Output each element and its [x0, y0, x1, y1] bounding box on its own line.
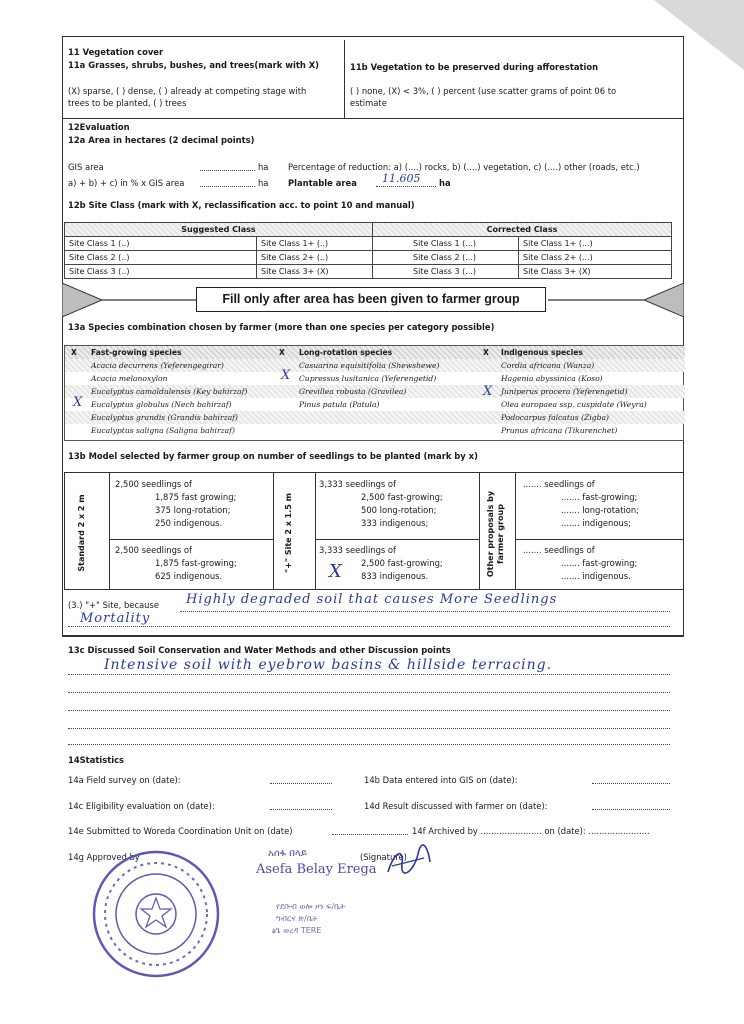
- col-x: X: [483, 348, 489, 357]
- because-label: (3.) "+" Site, because: [68, 600, 160, 610]
- long-rotation-mark: X: [281, 368, 291, 383]
- fast-growing-mark: X: [73, 395, 83, 410]
- species-row: [65, 368, 685, 385]
- species-table: [64, 345, 684, 441]
- stat-14f: 14f Archived by ....................... on (date): .......................: [412, 826, 650, 836]
- stat-14a-field[interactable]: [270, 783, 332, 784]
- s13c-title: 13c Discussed Soil Conservation and Water Methods and other Discussion points: [68, 645, 451, 655]
- stat-14d-field[interactable]: [592, 809, 670, 810]
- standard-label: Standard 2 x 2 m: [77, 494, 86, 572]
- long-rotation-header: Long-rotation species: [299, 348, 393, 357]
- divider: [515, 539, 683, 540]
- model-line: 1,875 fast growing;: [155, 492, 237, 502]
- plantable-label: Plantable area: [288, 178, 357, 188]
- standard-option-2[interactable]: 2,500 seedlings of: [115, 545, 192, 555]
- official-stamp: [70, 848, 236, 978]
- discussion-line[interactable]: [68, 728, 670, 729]
- species-item[interactable]: Podocarpus falcatus (Zigba): [501, 413, 609, 422]
- rule: [62, 636, 684, 637]
- corrected-class-header: Corrected Class: [373, 223, 672, 237]
- model-line: 2,500 fast-growing;: [361, 558, 443, 568]
- species-row: [65, 385, 685, 398]
- species-item[interactable]: Prunus africana (Tikurenchet): [501, 426, 618, 435]
- s13b-title: 13b Model selected by farmer group on number of seedlings to be planted (mark by x): [68, 451, 478, 461]
- stat-14b-field[interactable]: [592, 783, 670, 784]
- table-row: [65, 265, 672, 279]
- discussion-line[interactable]: [68, 710, 670, 711]
- rule: [62, 118, 684, 119]
- s11-divider: [344, 40, 345, 118]
- species-item[interactable]: Hagenia abyssinica (Koso): [501, 374, 603, 383]
- signature-label: (Signature): [360, 852, 407, 862]
- plantable-field[interactable]: [376, 186, 436, 187]
- discussion-line[interactable]: [68, 692, 670, 693]
- stat-14d: 14d Result discussed with farmer on (date):: [364, 801, 548, 811]
- divider: [515, 473, 516, 589]
- species-item[interactable]: Pinus patula (Patula): [299, 400, 380, 409]
- divider: [315, 473, 316, 589]
- model-line: 625 indigenous.: [155, 571, 223, 581]
- stat-14c-field[interactable]: [270, 809, 332, 810]
- site-class-table: [64, 222, 672, 279]
- model-line: 333 indigenous;: [361, 518, 429, 528]
- stat-14b: 14b Data entered into GIS on (date):: [364, 775, 518, 785]
- divider: [273, 473, 274, 589]
- plus-site-option-1[interactable]: 3,333 seedlings of: [319, 479, 396, 489]
- stat-14e-field[interactable]: [332, 834, 408, 835]
- cell[interactable]: Site Class 3+ (X): [519, 265, 672, 279]
- formula-unit: ha: [258, 178, 269, 188]
- s11b-options: ( ) none, (X) < 3%, ( ) percent (use scatter grams of point 06 to: [350, 86, 617, 96]
- col-x: X: [279, 348, 285, 357]
- table-row: [65, 237, 672, 251]
- s13c-handwriting: Intensive soil with eyebrow basins & hillside terracing.: [104, 657, 553, 673]
- stat-14a: 14a Field survey on (date):: [68, 775, 181, 785]
- fast-growing-header: Fast-growing species: [91, 348, 182, 357]
- stamp-text-3: ፅጌ ወረዳ TERE: [272, 926, 322, 935]
- divider: [479, 473, 480, 589]
- other-proposals-label: Other proposals by farmer group: [486, 490, 505, 578]
- discussion-line[interactable]: [68, 744, 670, 745]
- species-item[interactable]: Olea europaea ssp. cuspidate (Weyra): [501, 400, 647, 409]
- s11b-options-cont: estimate: [350, 98, 387, 108]
- model-line: ....... long-rotation;: [561, 505, 640, 515]
- model-line: ....... indigenous;: [561, 518, 631, 528]
- indigenous-header: Indigenous species: [501, 348, 583, 357]
- stamp-text-1: የደቡብ ወሎ ዞን ፍ/ቤት: [276, 902, 346, 911]
- model-line: 250 indigenous.: [155, 518, 223, 528]
- cell[interactable]: Site Class 1+ (..): [257, 237, 373, 251]
- s12-title: 12Evaluation: [68, 122, 130, 132]
- plus-site-option-2[interactable]: 3,333 seedlings of: [319, 545, 396, 555]
- plus-site-label: "+" Site 2 x 1.5 m: [284, 493, 293, 573]
- species-item[interactable]: Acacia melanoxylon: [91, 374, 168, 383]
- cell[interactable]: Site Class 3+ (X): [257, 265, 373, 279]
- s11-title: 11 Vegetation cover: [68, 47, 164, 57]
- signature-scribble: [384, 842, 434, 882]
- stat-14c: 14c Eligibility evaluation on (date):: [68, 801, 215, 811]
- divider: [109, 539, 273, 540]
- species-item[interactable]: Casuarina equisitifolia (Shewshewe): [299, 361, 440, 370]
- plus-site-mark: X: [329, 561, 342, 582]
- species-row: [65, 359, 685, 372]
- cell[interactable]: Site Class 2 (...): [373, 251, 519, 265]
- table-row: [65, 251, 672, 265]
- gis-area-field[interactable]: [200, 170, 255, 171]
- species-row: [65, 424, 685, 437]
- s11a-title: 11a Grasses, shrubs, bushes, and trees(mark with X): [68, 60, 319, 70]
- discussion-line[interactable]: [68, 674, 670, 675]
- species-item[interactable]: Grevillea robusta (Gravilea): [299, 387, 407, 396]
- indigenous-mark: X: [483, 384, 493, 399]
- species-item[interactable]: Cupressus lusitanica (Yeferengetid): [299, 374, 437, 383]
- stat-14g: 14g Approved by: [68, 852, 140, 862]
- cell[interactable]: Site Class 2 (..): [65, 251, 257, 265]
- plantable-value: 11.605: [382, 172, 421, 185]
- model-line: ....... fast-growing;: [561, 558, 638, 568]
- species-item[interactable]: Juniperus procera (Yeferengetid): [501, 387, 628, 396]
- s12a-title: 12a Area in hectares (2 decimal points): [68, 135, 255, 145]
- species-row: [65, 395, 685, 411]
- divider: [315, 539, 479, 540]
- species-item[interactable]: Eucalyptus saligna (Saligna bahirzaf): [91, 426, 235, 435]
- species-item[interactable]: Eucalyptus globulus (Nech bahirzaf): [91, 400, 232, 409]
- model-line: 2,500 fast-growing;: [361, 492, 443, 502]
- formula-field[interactable]: [200, 186, 255, 187]
- other-option-2[interactable]: ....... seedlings of: [523, 545, 595, 555]
- reduction-label: Percentage of reduction: a) (....) rocks, b) (....) vegetation, c) (....) other (roads, etc.): [288, 162, 640, 172]
- because-handwriting-2: Mortality: [80, 611, 151, 626]
- cell[interactable]: Site Class 1 (..): [65, 237, 257, 251]
- other-option-1[interactable]: ....... seedlings of: [523, 479, 595, 489]
- species-item[interactable]: Cordia africana (Wanza): [501, 361, 595, 370]
- model-line: ....... indigenous.: [561, 571, 631, 581]
- model-line: 375 long-rotation;: [155, 505, 231, 515]
- model-line: 500 long-rotation;: [361, 505, 437, 515]
- s14-title: 14Statistics: [68, 755, 125, 765]
- s11b-title: 11b Vegetation to be preserved during afforestation: [350, 62, 599, 72]
- cell[interactable]: Site Class 2+ (..): [257, 251, 373, 265]
- species-item[interactable]: Eucalyptus camaldulensis (Key bahirzaf): [91, 387, 248, 396]
- stat-14e: 14e Submitted to Woreda Coordination Unit on (date): [68, 826, 293, 836]
- s12b-title: 12b Site Class (mark with X, reclassification acc. to point 10 and manual): [68, 200, 415, 210]
- s13a-title: 13a Species combination chosen by farmer (more than one species per category possible): [68, 322, 495, 332]
- fill-notice-banner: Fill only after area has been given to farmer group: [196, 287, 546, 312]
- formula-label: a) + b) + c) in % x GIS area: [68, 178, 185, 188]
- model-line: 1,875 fast-growing;: [155, 558, 237, 568]
- standard-option-1[interactable]: 2,500 seedlings of: [115, 479, 192, 489]
- species-row: [65, 411, 685, 424]
- model-line: ....... fast-growing;: [561, 492, 638, 502]
- col-x: X: [71, 348, 77, 357]
- cell[interactable]: Site Class 1+ (...): [519, 237, 672, 251]
- because-field-2[interactable]: [68, 626, 670, 627]
- species-header-row: [65, 346, 685, 359]
- gis-area-unit: ha: [258, 162, 269, 172]
- model-line: 833 indigenous.: [361, 571, 429, 581]
- stamp-name: Asefa Belay Erega: [256, 862, 377, 877]
- model-table: [64, 472, 684, 590]
- s11a-options-cont: trees to be planted, ( ) trees: [68, 98, 187, 108]
- suggested-class-header: Suggested Class: [65, 223, 373, 237]
- cell[interactable]: Site Class 2+ (...): [519, 251, 672, 265]
- plantable-unit: ha: [439, 178, 451, 188]
- cell[interactable]: Site Class 3 (...): [373, 265, 519, 279]
- divider: [109, 473, 110, 589]
- species-item[interactable]: Eucalyptus grandis (Grandis bahirzaf): [91, 413, 238, 422]
- s11a-options: (X) sparse, ( ) dense, ( ) already at competing stage with: [68, 86, 307, 96]
- gis-area-label: GIS area: [68, 162, 104, 172]
- stamp-name-amharic: አሰፋ በላይ: [268, 848, 307, 859]
- cell[interactable]: Site Class 3 (..): [65, 265, 257, 279]
- because-field[interactable]: [180, 611, 670, 612]
- cell[interactable]: Site Class 1 (...): [373, 237, 519, 251]
- species-item[interactable]: Acacia decurrens (Yeferengegirar): [91, 361, 224, 370]
- stamp-text-2: ግብርና ጽ/ቤት: [276, 914, 318, 923]
- because-handwriting: Highly degraded soil that causes More Seedlings: [186, 592, 558, 607]
